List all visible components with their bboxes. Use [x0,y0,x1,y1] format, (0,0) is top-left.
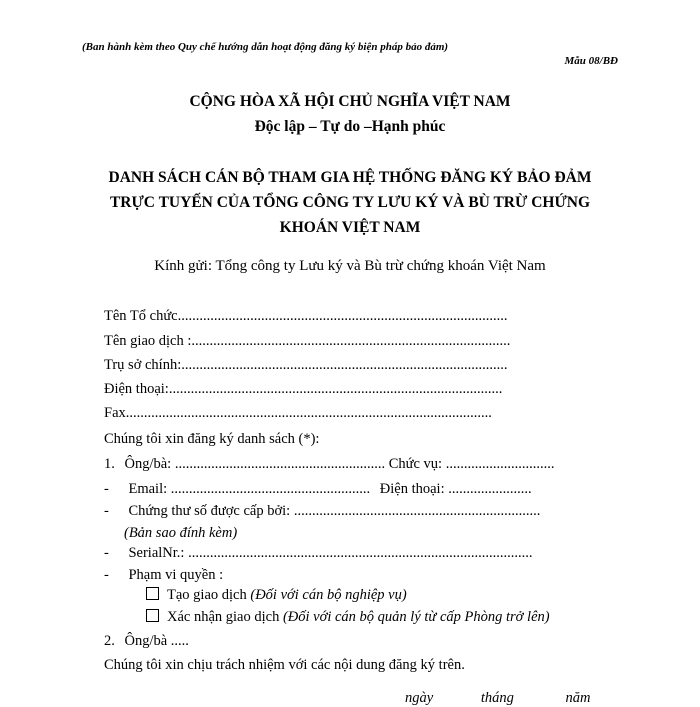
person1-position-dots: .............................. [445,456,555,472]
option-create-transaction[interactable] [146,587,407,604]
person1-position-label: Chức vụ: [388,456,443,472]
field-dots: ........................................................................................... [177,308,508,324]
dash-bullet: - [104,545,109,561]
person2-row[interactable] [104,633,189,650]
person1-cert-label: Chứng thư số được cấp bởi: [128,503,291,519]
person1-phone-label: Điện thoại: [379,481,445,497]
phone-field[interactable] [104,381,502,398]
nation-name: CỘNG HÒA XÃ HỘI CHỦ NGHĨA VIỆT NAM [189,93,511,110]
date-line [405,690,590,707]
title-line-3: KHOÁN VIỆT NAM [279,219,421,236]
option-confirm-transaction[interactable] [146,609,550,626]
field-label: Điện thoại: [104,381,169,397]
field-dots: ............................................................................................ [168,381,503,397]
person1-email-row[interactable] [104,481,532,498]
person1-cert-row[interactable] [104,503,540,520]
date-day: ngày [405,690,434,706]
document-title [0,165,700,240]
field-dots: ........................................................................................ [191,333,511,349]
checkbox-icon[interactable] [146,587,159,600]
intro-text: Chúng tôi xin đăng ký danh sách (*): [104,431,320,447]
person1-serial-label: SerialNr.: [128,545,185,561]
dash-bullet: - [104,503,109,519]
nation-motto: Độc lập – Tự do –Hạnh phúc [254,118,446,135]
person1-phone-dots: ....................... [448,481,532,497]
option-confirm-label: Xác nhận giao dịch [167,609,280,625]
person1-email-label: Email: [128,481,168,497]
date-month: tháng [480,690,514,706]
option-create-label: Tạo giao dịch [167,587,247,603]
headquarters-field[interactable] [104,357,507,374]
field-label: Tên giao dịch : [104,333,192,349]
person2-number: 2. [104,633,115,649]
person1-cert-dots: .................................................................... [293,503,541,519]
trade-name-field[interactable] [104,333,510,350]
org-name-field[interactable] [104,308,508,325]
person1-number: 1. [104,456,115,472]
field-label: Fax [104,405,126,421]
person1-name-row[interactable] [104,456,554,473]
person1-cert-note: (Bản sao đính kèm) [124,525,238,541]
field-dots: ..................................................................................................... [125,405,492,421]
field-label: Trụ sở chính: [104,357,182,373]
form-code: Mẫu 08/BĐ [564,55,618,67]
recipient-line: Kính gửi: Tổng công ty Lưu ký và Bù trừ chứng khoán Việt Nam [154,258,546,274]
dash-bullet: - [104,567,109,583]
field-label: Tên Tổ chức [104,308,178,324]
title-line-2: TRỰC TUYẾN CỦA TỔNG CÔNG TY LƯU KÝ VÀ BÙ TRỪ CHỨNG [109,194,591,211]
fax-field[interactable] [104,405,492,422]
person1-scope-row [104,567,223,584]
person1-serial-row[interactable] [104,545,532,562]
checkbox-icon[interactable] [146,609,159,622]
person1-scope-label: Phạm vi quyền : [128,567,224,583]
regulation-note: (Ban hành kèm theo Quy chế hướng dẫn hoạt động đăng ký biện pháp bảo đảm) [82,41,449,53]
person1-email-dots: ....................................................... [170,481,371,497]
closing-statement: Chúng tôi xin chịu trách nhiệm với các nội dung đăng ký trên. [104,657,465,673]
option-confirm-note: (Đối với cán bộ quản lý từ cấp Phòng trở lên) [282,609,550,625]
person1-name-label: Ông/bà: [124,456,172,472]
title-line-1: DANH SÁCH CÁN BỘ THAM GIA HỆ THỐNG ĐĂNG KÝ BẢO ĐẢM [108,169,592,186]
option-create-note: (Đối với cán bộ nghiệp vụ) [250,587,407,603]
person1-serial-dots: ............................................................................................... [188,545,533,561]
date-year: năm [565,690,591,706]
field-dots: .......................................................................................... [181,357,508,373]
person2-name-label: Ông/bà ..... [124,633,189,649]
person1-name-dots: .......................................................... [174,456,386,472]
dash-bullet: - [104,481,109,497]
